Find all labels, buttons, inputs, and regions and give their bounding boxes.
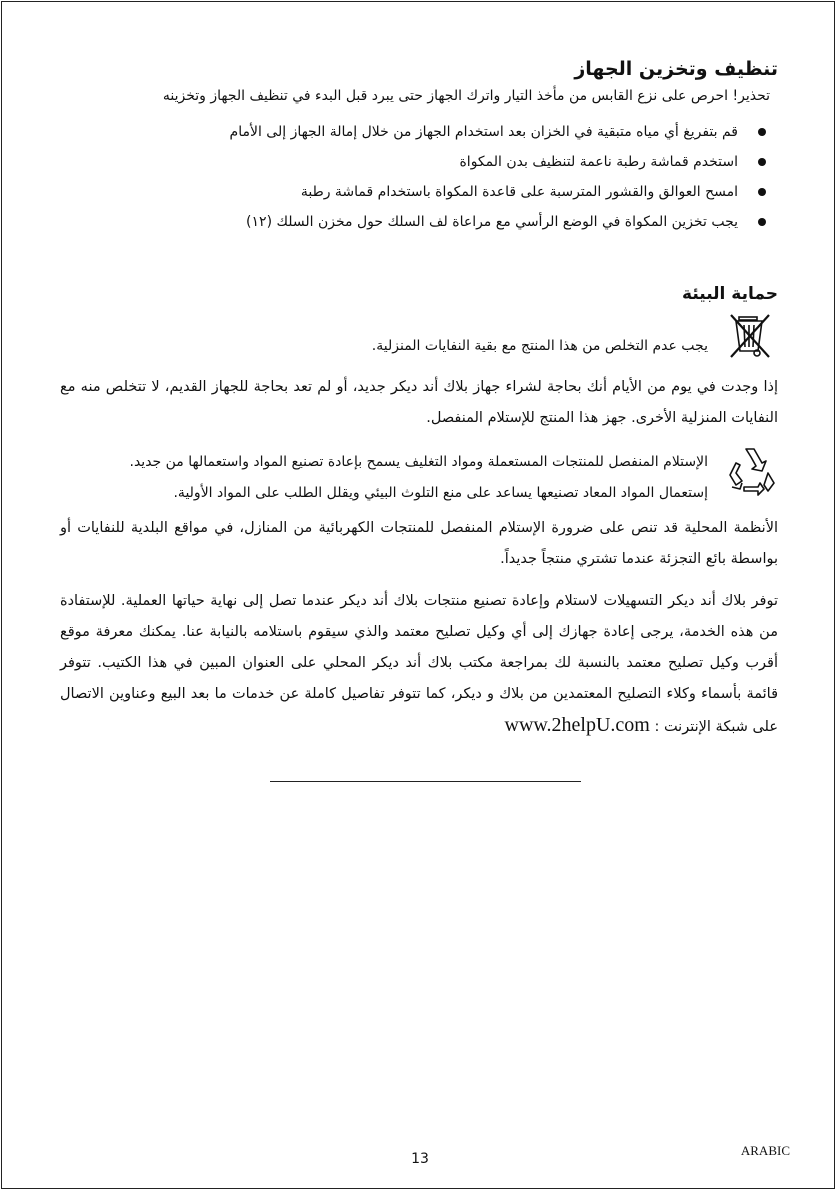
paragraph-local-regulations: الأنظمة المحلية قد تنص على ضرورة الإستلام المنفصل للمنتجات الكهربائية من المنازل، في مواقع البلدية للنفايات أو بواسطة بائع التجزئة عندما تشتري منتجاً جديداً. [60,520,778,567]
list-item: قم بتفريغ أي مياه متبقية في الخزان بعد استخدام الجهاز من خلال إمالة الجهاز إلى الأمام [146,120,766,150]
language-label: ARABIC [740,1143,790,1158]
section-title-environment: حماية البيئة [682,284,778,304]
bullet-icon [758,188,766,196]
paragraph-new-purchase: إذا وجدت في يوم من الأيام أنك بحاجة لشراء جهاز بلاك أند ديكر جديد، أو لم تعد بحاجة للجهاز القديم، لا تتخلص منه مع النفايات المنزلية الأخرى. جهز هذا المنتج للإستلام المنفصل. [60,379,778,426]
warning-text: تحذير! احرص على نزع القابس من مأخذ التيار واترك الجهاز حتى يبرد قبل البدء في تنظيف الجهاز وتخزينه [162,88,770,104]
cleaning-bullet-list [146,120,766,240]
list-item: امسح العوالق والقشور المترسبة على قاعدة المكواة باستخدام قماشة رطبة [146,180,766,210]
crossed-bin-icon [725,311,775,361]
recycle-line-2: إستعمال المواد المعاد تصنيعها يساعد على منع التلوث البيئي ويقلل الطلب على المواد الأولية. [173,485,708,501]
bullet-icon [758,218,766,226]
recycle-icon [724,443,778,497]
recycle-text [54,447,708,509]
list-item: يجب تخزين المكواة في الوضع الرأسي مع مراعاة لف السلك حول مخزن السلك (١٢) [146,210,766,240]
bullet-icon [758,158,766,166]
recycle-line-1: الإستلام المنفصل للمنتجات المستعملة ومواد التغليف يسمح بإعادة تصنيع المواد واستعمالها من جديد. [129,454,708,470]
bullet-icon [758,128,766,136]
service-info-text: توفر بلاك أند ديكر التسهيلات لاستلام وإعادة تصنيع منتجات بلاك أند ديكر عندما تصل إلى نهاية حياتها العملية. للإستفادة من هذه الخدمة، يرجى إعادة جهازك إلى أي وكيل تصليح معتمد والذي سيقوم باستلامه بالنيابة عنا. يمكنك معرفة موقع أقرب وكيل تصليح معتمد بالنسبة لك بمراجعة مكتب بلاك أند ديكر المحلي على العنوان المبين في هذا الكتيب. تتوفر قائمة بأسماء وكلاء التصليح المعتمدين من بلاك و ديكر، كما تتوفر تفاصيل كاملة عن خدمات ما بعد البيع وعناوين الاتصال على شبكة الإنترنت : [60,593,778,735]
paragraph-service-info [60,586,778,743]
bin-warning-text: يجب عدم التخلص من هذا المنتج مع بقية النفايات المنزلية. [371,338,708,354]
list-item: استخدم قماشة رطبة ناعمة لتنظيف بدن المكواة [146,150,766,180]
page-number: 13 [411,1151,429,1167]
website-link[interactable]: www.2helpU.com [504,714,650,736]
divider [270,781,581,782]
section-title-cleaning: تنظيف وتخزين الجهاز [574,58,778,80]
